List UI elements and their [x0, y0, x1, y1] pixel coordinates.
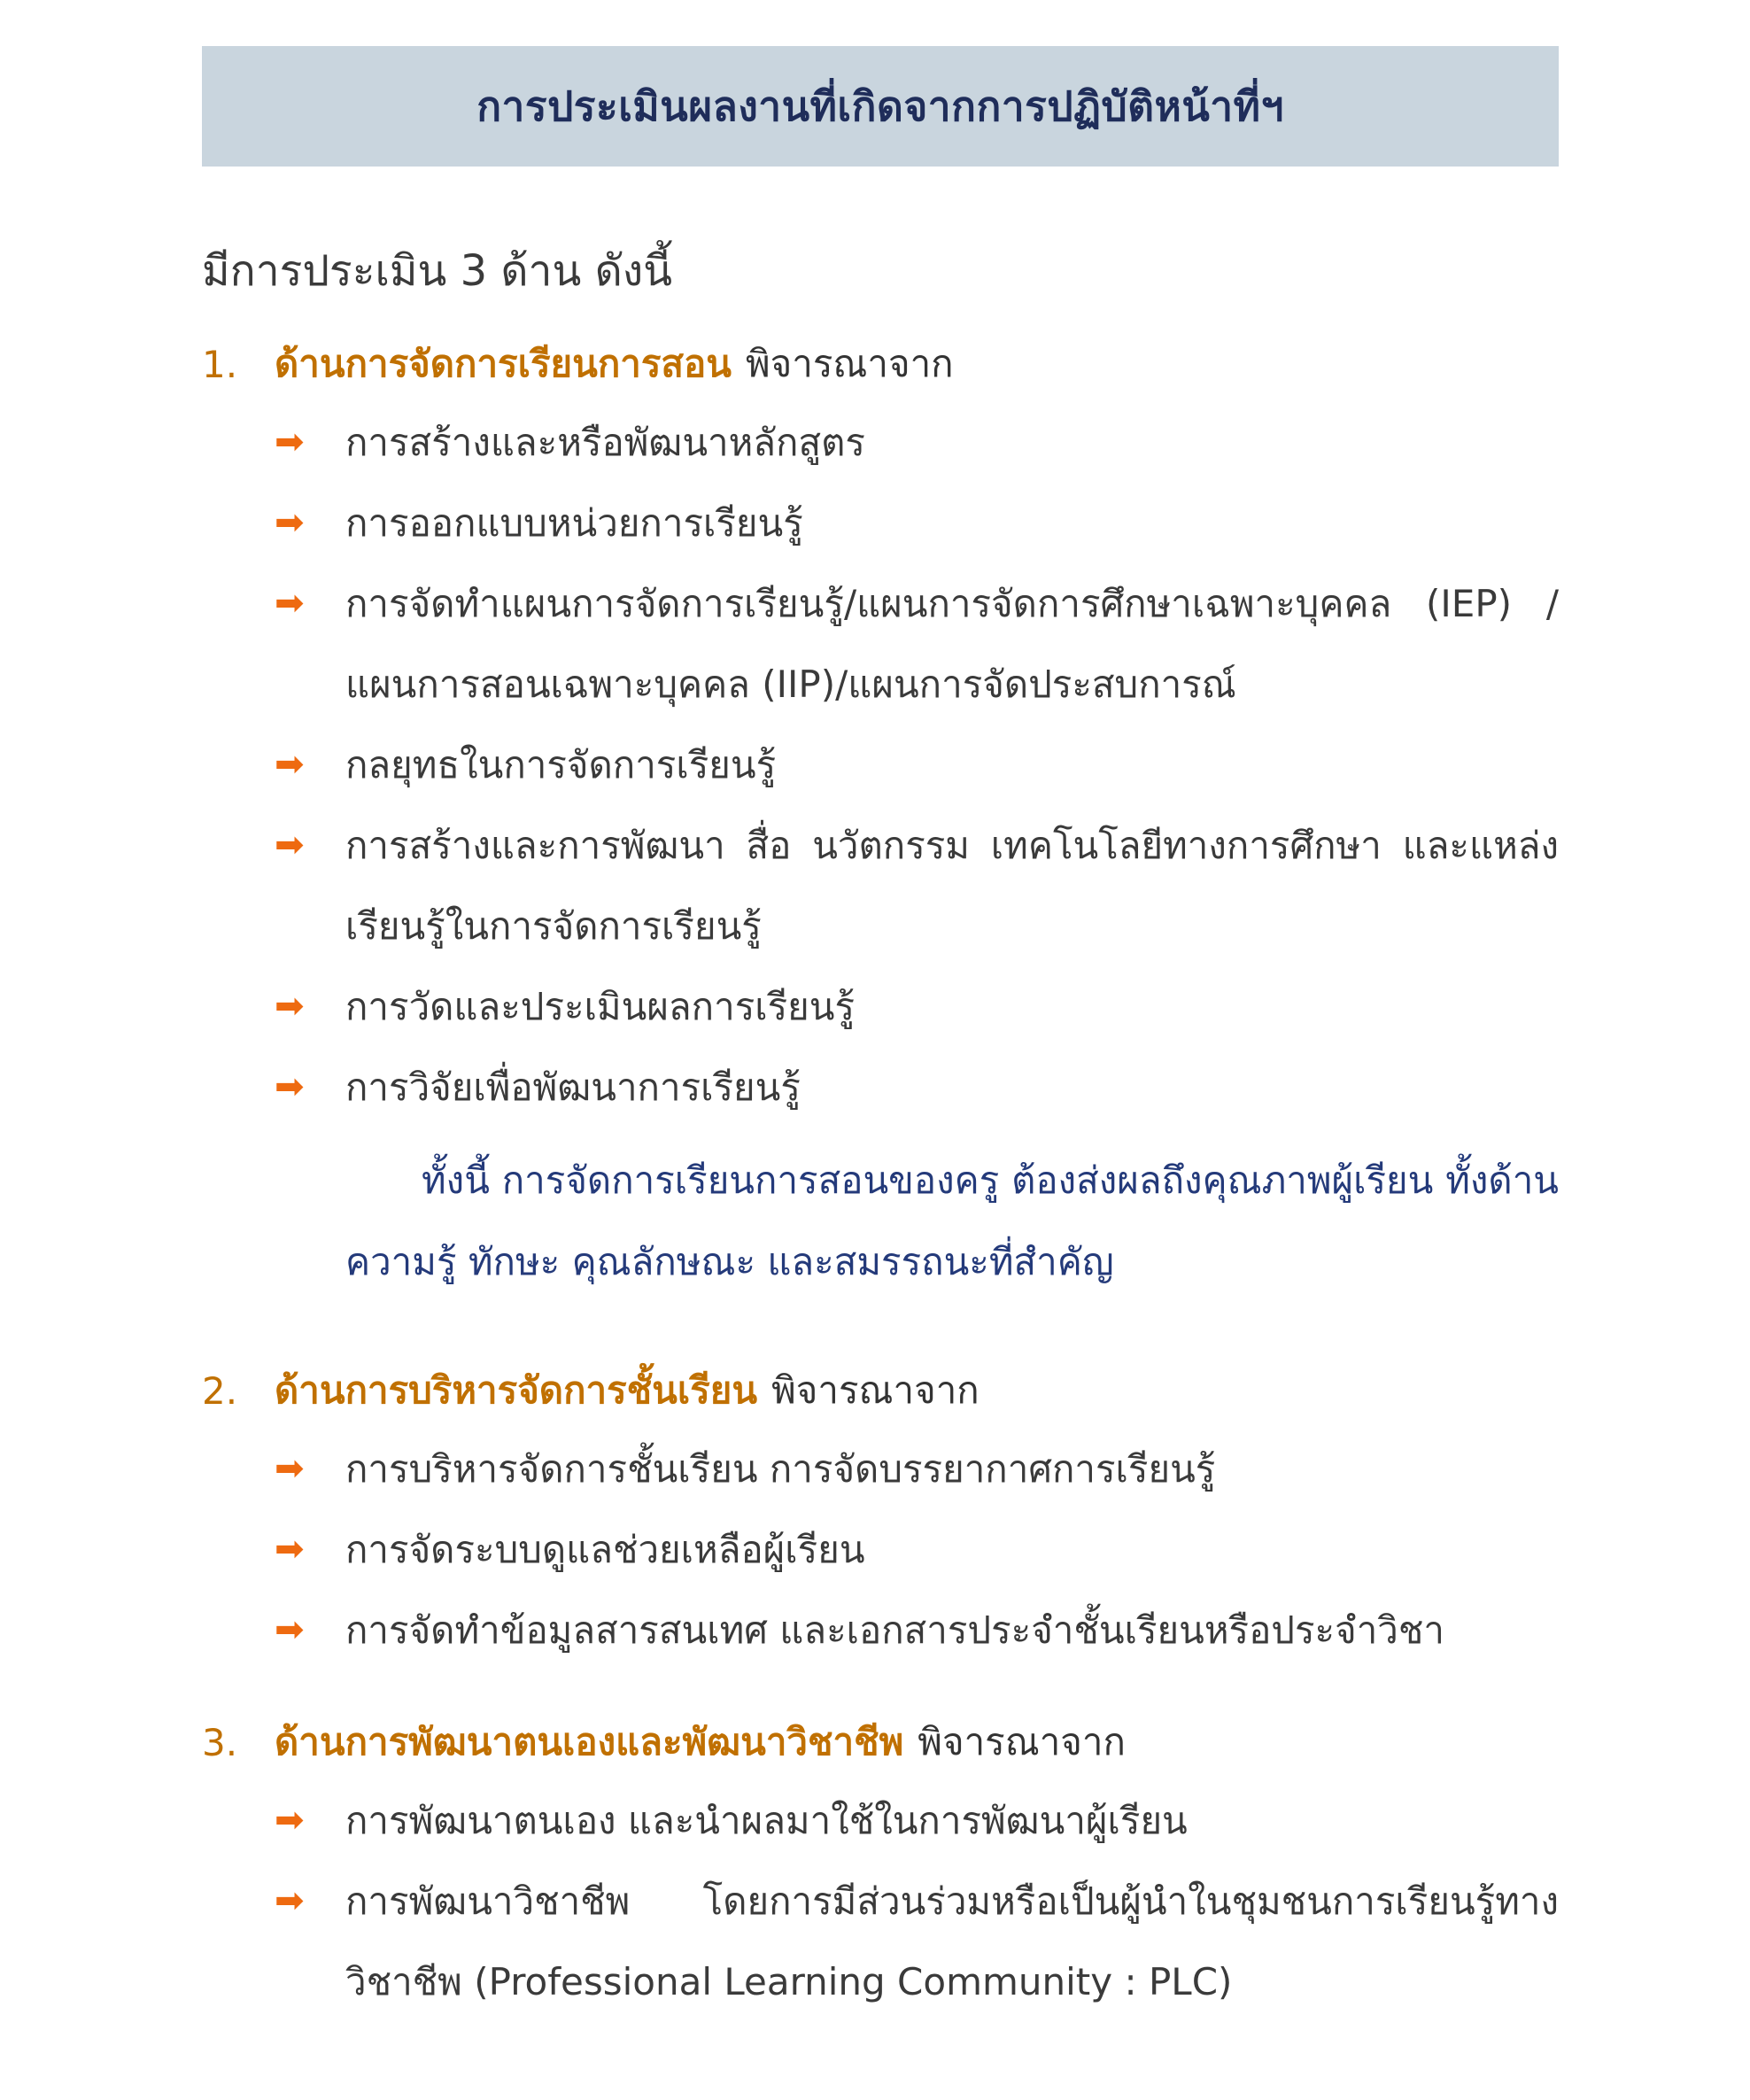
- section-subtitle: พิจารณาจาก: [745, 342, 954, 385]
- arrow-right-icon: ➡: [275, 583, 305, 624]
- section-3-heading: [202, 1704, 1559, 1780]
- section-number: 1.: [202, 342, 238, 386]
- section-1-items: [275, 402, 1559, 1127]
- list-item-text: การจัดทำแผนการจัดการเรียนรู้/แผนการจัดการศึกษาเฉพาะบุคคล (IEP) /แผนการสอนเฉพาะบุคคล (IIP)/แผนการจัดประสบการณ์: [345, 582, 1559, 706]
- arrow-right-icon: ➡: [275, 1800, 305, 1840]
- arrow-right-icon: ➡: [275, 1529, 305, 1569]
- section-title: ด้านการบริหารจัดการชั้นเรียน: [275, 1368, 758, 1412]
- section-title: ด้านการจัดการเรียนการสอน: [275, 342, 732, 385]
- arrow-right-icon: ➡: [275, 1609, 305, 1650]
- page-title: การประเมินผลงานที่เกิดจากการปฏิบัติหน้าที่ฯ: [476, 81, 1284, 130]
- section-2-items: [275, 1429, 1559, 1670]
- section-title: ด้านการพัฒนาตนเองและพัฒนาวิชาชีพ: [275, 1720, 904, 1763]
- list-item: [275, 966, 1559, 1047]
- arrow-right-icon: ➡: [275, 744, 305, 785]
- list-item: [275, 1780, 1559, 1861]
- list-item-text: กลยุทธในการจัดการเรียนรู้: [345, 743, 777, 787]
- list-item: [275, 1509, 1559, 1590]
- arrow-right-icon: ➡: [275, 422, 305, 462]
- section-3: [202, 1704, 1559, 2022]
- arrow-right-icon: ➡: [275, 986, 305, 1027]
- list-item: [275, 725, 1559, 805]
- title-banner: [202, 46, 1559, 167]
- section-number: 3.: [202, 1720, 238, 1764]
- list-item-text: การจัดทำข้อมูลสารสนเทศ และเอกสารประจำชั้นเรียนหรือประจำวิชา: [345, 1608, 1444, 1652]
- arrow-right-icon: ➡: [275, 1880, 305, 1921]
- section-subtitle: พิจารณาจาก: [771, 1368, 980, 1412]
- list-item: [275, 1429, 1559, 1509]
- arrow-right-icon: ➡: [275, 1066, 305, 1107]
- list-item: [275, 1590, 1559, 1670]
- list-item-text: การพัฒนาวิชาชีพ โดยการมีส่วนร่วมหรือเป็นผู้นำในชุมชนการเรียนรู้ทางวิชาชีพ (Professional Learning Community : PLC): [345, 1879, 1559, 2003]
- document-page: [202, 46, 1559, 2022]
- list-item-text: การพัฒนาตนเอง และนำผลมาใช้ในการพัฒนาผู้เรียน: [345, 1799, 1188, 1842]
- list-item-text: การออกแบบหน่วยการเรียนรู้: [345, 501, 803, 545]
- list-item: [275, 402, 1559, 483]
- section-3-items: [275, 1780, 1559, 2022]
- list-item-text: การสร้างและการพัฒนา สื่อ นวัตกรรม เทคโนโลยีทางการศึกษา และแหล่งเรียนรู้ในการจัดการเรียนรู้: [345, 824, 1559, 948]
- arrow-right-icon: ➡: [275, 825, 305, 865]
- list-item-text: การสร้างและหรือพัฒนาหลักสูตร: [345, 421, 865, 464]
- list-item: [275, 483, 1559, 563]
- section-subtitle: พิจารณาจาก: [918, 1720, 1126, 1763]
- section-2: [202, 1352, 1559, 1670]
- section-1-note: ทั้งนี้ การจัดการเรียนการสอนของครู ต้องส่งผลถึงคุณภาพผู้เรียน ทั้งด้านความรู้ ทักษะ คุณลักษณะ และสมรรถนะที่สำคัญ: [345, 1158, 1559, 1283]
- section-1-heading: [202, 326, 1559, 402]
- list-item-text: การบริหารจัดการชั้นเรียน การจัดบรรยากาศการเรียนรู้: [345, 1447, 1216, 1491]
- list-item: [275, 563, 1559, 725]
- list-item: [275, 805, 1559, 966]
- section-2-heading: [202, 1352, 1559, 1429]
- list-item-text: การจัดระบบดูแลช่วยเหลือผู้เรียน: [345, 1528, 865, 1571]
- arrow-right-icon: ➡: [275, 1448, 305, 1489]
- intro-text: มีการประเมิน 3 ด้าน ดังนี้: [202, 246, 672, 296]
- list-item: [275, 1861, 1559, 2022]
- section-1: [202, 326, 1559, 1303]
- list-item-text: การวัดและประเมินผลการเรียนรู้: [345, 985, 856, 1028]
- section-number: 2.: [202, 1368, 238, 1413]
- arrow-right-icon: ➡: [275, 502, 305, 543]
- list-item: [275, 1047, 1559, 1127]
- list-item-text: การวิจัยเพื่อพัฒนาการเรียนรู้: [345, 1065, 801, 1109]
